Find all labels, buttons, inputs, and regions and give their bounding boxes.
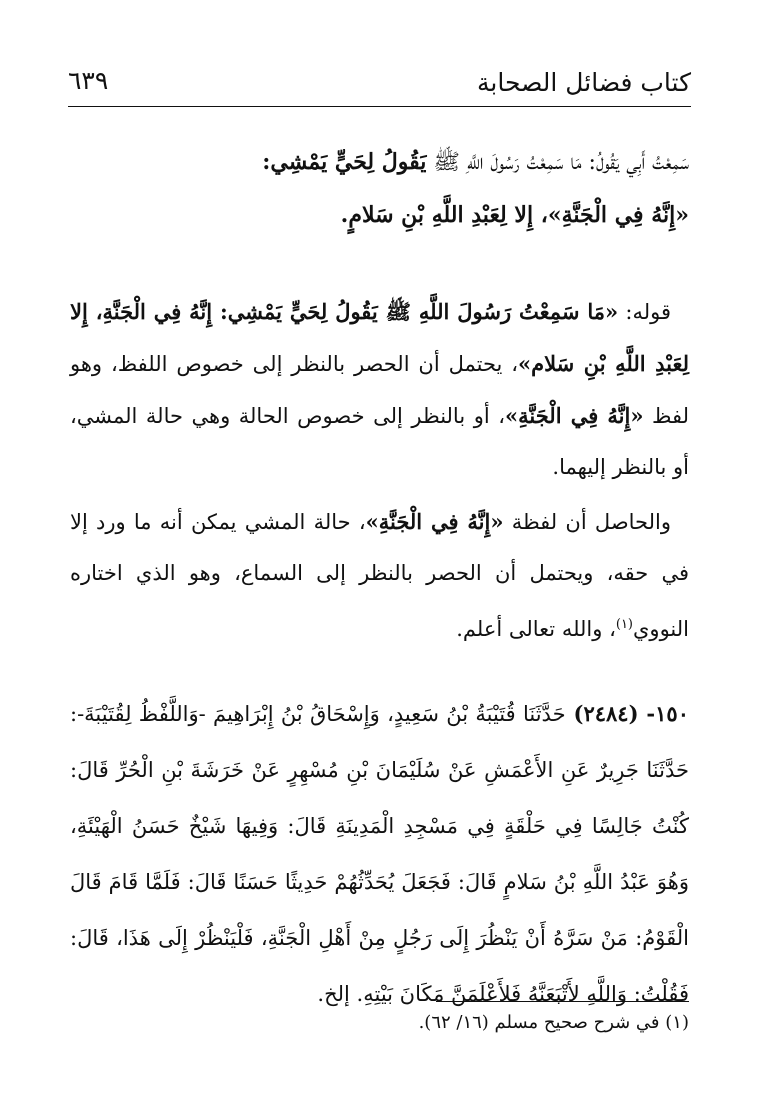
quoted-text: «مَا سَمِعْتُ رَسُولَ اللَّهِ ﷺ يَقُولُ لِحَيٍّ يَمْشِي: إِنَّهُ فِي الْجَنَّةِ، إِلا لِعَبْدِ اللَّهِ بْنِ سَلام» <box>70 299 689 376</box>
paragraph <box>70 286 689 493</box>
commentary-paragraph-2 <box>70 496 689 655</box>
text-span: ، أو بالنظر إلى خصوص الحالة وهي حالة المشي، أو بالنظر إليهما. <box>70 404 689 479</box>
text-span: ، والله تعالى أعلم. <box>456 617 616 641</box>
paragraph <box>70 686 689 1022</box>
paragraph <box>70 136 689 242</box>
quoted-text: «إِنَّهُ فِي الْجَنَّةِ» <box>365 509 504 534</box>
running-title: كتاب فضائل الصحابة <box>477 68 691 97</box>
footnote: (١) في شرح صحيح مسلم (١٦/ ٦٢). <box>418 1012 689 1033</box>
text-span: والحاصل أن لفظة <box>503 510 671 534</box>
text-span-bold: يَقُولُ لِحَيٍّ يَمْشِي: <box>262 149 427 175</box>
text-span-bold: «إِنَّهُ فِي الْجَنَّةِ»، إِلا لِعَبْدِ اللَّهِ بْنِ سَلامٍ. <box>340 202 689 228</box>
hadith-number: ١٥٠- (٢٤٨٤) <box>565 701 689 726</box>
text-span: ، حالة المشي يمكن أنه ما ورد إلا في حقه، ويحتمل أن الحصر بالنظر إلى السماع، وهو الذي اختاره النووي <box>70 510 689 641</box>
footnote-separator <box>436 1001 689 1002</box>
hadith-150 <box>70 686 689 1022</box>
quoted-text: «إِنَّهُ فِي الْجَنَّةِ» <box>505 403 644 428</box>
hadith-text: حَدَّثَنَا قُتَيْبَةُ بْنُ سَعِيدٍ، وَإِسْحَاقُ بْنُ إِبْرَاهِيمَ -وَاللَّفْظُ لِقُتَيْبَةَ-: حَدَّثَنَا جَرِيرٌ عَنِ الأَعْمَشِ عَنْ سُلَيْمَانَ بْنِ مُسْهِرٍ عَنْ خَرَشَةَ بْنِ الْحُرِّ قَالَ: كُنْتُ جَالِسًا فِي حَلْقَةٍ فِي مَسْجِدِ الْمَدِينَةِ قَالَ: وَفِيهَا شَيْخٌ حَسَنُ الْهَيْئَةِ، وَهُوَ عَبْدُ اللَّهِ بْنُ سَلامٍ قَالَ: فَجَعَلَ يُحَدِّثُهُمْ حَدِيثًا حَسَنًا قَالَ: فَلَمَّا قَامَ قَالَ الْقَوْمُ: مَنْ سَرَّهُ أَنْ يَنْظُرَ إِلَى رَجُلٍ مِنْ أَهْلِ الْجَنَّةِ، فَلْيَنْظُرْ إِلَى هَذَا، قَالَ: فَقُلْتُ: وَاللَّهِ لأَتْبَعَنَّهُ فَلأَعْلَمَنَّ مَكَانَ بَيْتِهِ. إلخ. <box>70 702 689 1006</box>
text-span: ، يحتمل أن الحصر بالنظر إلى خصوص اللفظ، وهو لفظ <box>70 352 689 428</box>
hadith-text-continuation <box>70 136 689 242</box>
footnote-reference[interactable]: (١) <box>615 617 633 632</box>
page-number: ٦٣٩ <box>68 66 109 95</box>
commentary-paragraph-1 <box>70 286 689 493</box>
page-header <box>68 62 691 107</box>
text-span: قوله: <box>618 300 672 324</box>
text-span: سَمِعْتُ أَبِي يَقُولُ: مَا سَمِعْتُ رَسُولَ اللَّهِ ﷺ <box>426 150 689 175</box>
paragraph <box>70 496 689 655</box>
